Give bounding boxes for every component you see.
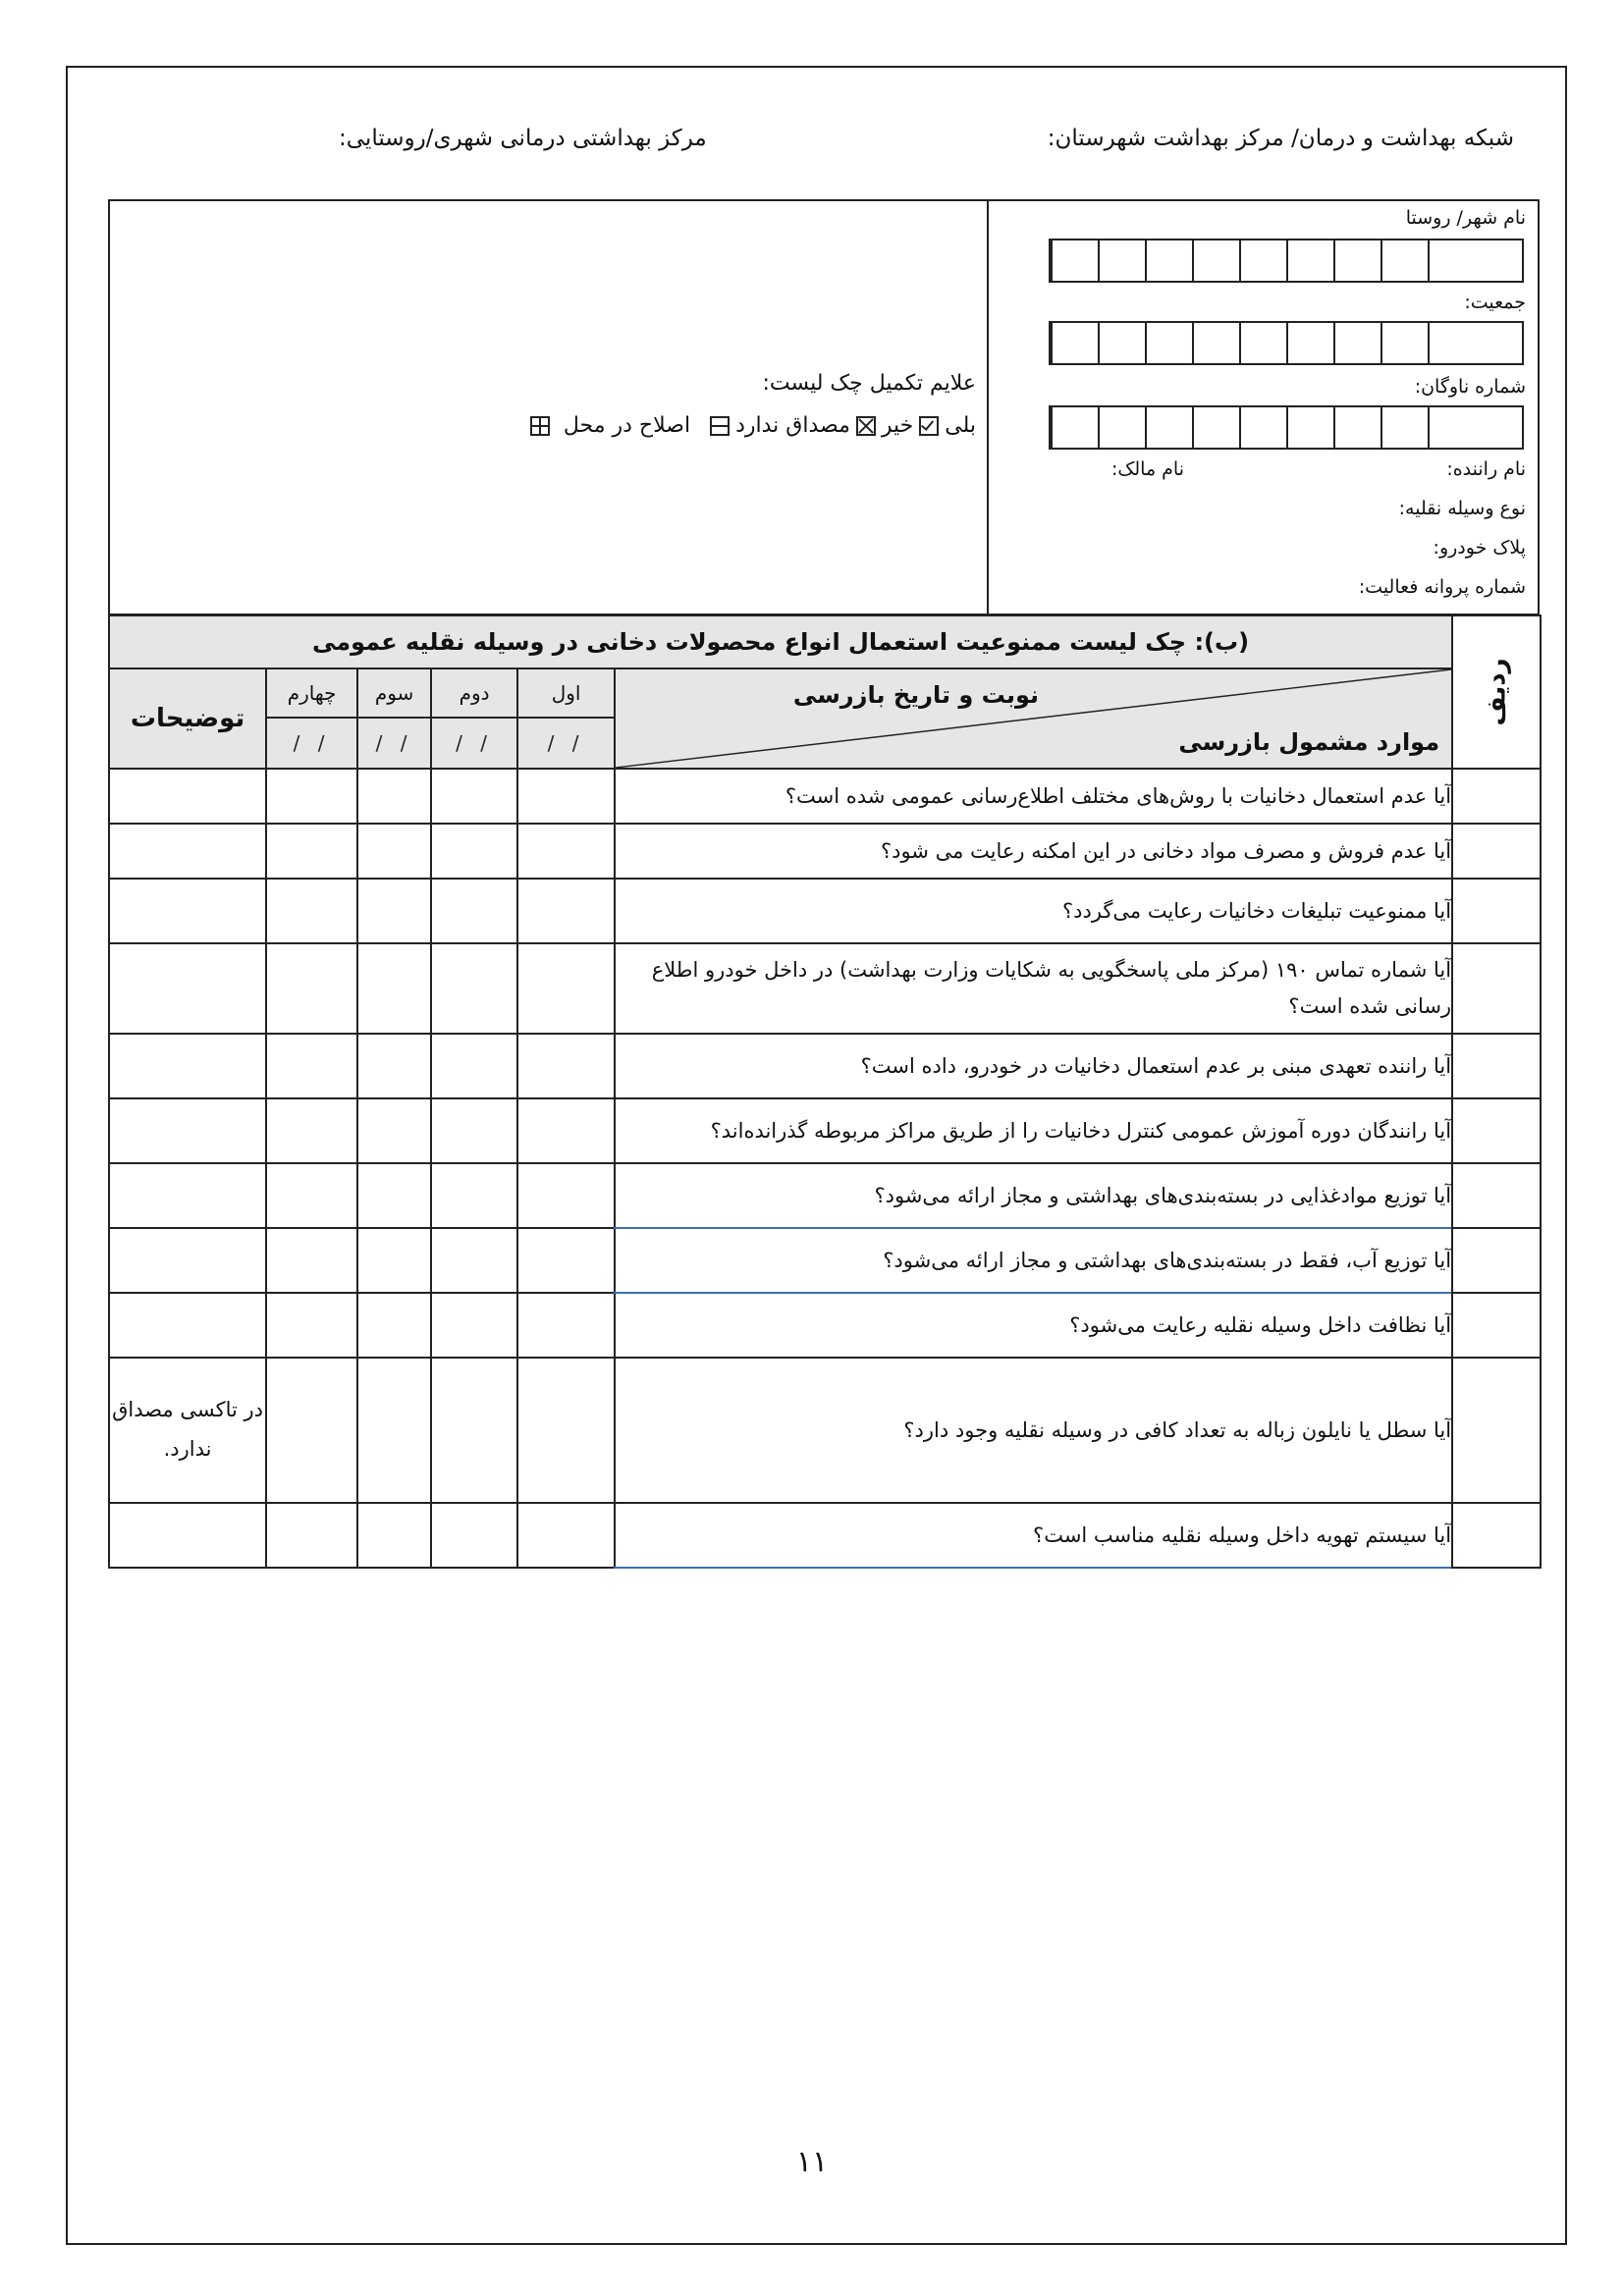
row-number-cell — [1452, 769, 1541, 824]
visit-1-header: اول — [517, 668, 615, 718]
notes-cell[interactable] — [109, 1503, 266, 1568]
notes-cell[interactable] — [109, 824, 266, 879]
visit-1-answer[interactable] — [517, 879, 615, 943]
question-cell: آیا توزیع آب، فقط در بسته‌بندی‌های بهداشتی و مجاز ارائه می‌شود؟ — [615, 1228, 1452, 1293]
question-cell: آیا نظافت داخل وسیله نقلیه رعایت می‌شود؟ — [615, 1293, 1452, 1358]
visit-4-answer[interactable] — [266, 1098, 357, 1163]
visit-4-answer[interactable] — [266, 1358, 357, 1503]
owner-name-label: نام مالک: — [1110, 458, 1184, 480]
table-row — [109, 1503, 1541, 1568]
visit-3-answer[interactable] — [357, 1358, 431, 1503]
health-center-label: مرکز بهداشتی درمانی شهری/روستایی: — [339, 126, 707, 151]
row-number-header: ردیف — [1452, 615, 1541, 769]
table-row — [109, 1293, 1541, 1358]
visit-2-answer[interactable] — [431, 1034, 517, 1098]
visit-3-answer[interactable] — [357, 1228, 431, 1293]
visit-4-answer[interactable] — [266, 1503, 357, 1568]
table-row — [109, 1034, 1541, 1098]
row-number-cell — [1452, 1293, 1541, 1358]
visit-3-answer[interactable] — [357, 1034, 431, 1098]
visit-1-answer[interactable] — [517, 1098, 615, 1163]
visit-1-answer[interactable] — [517, 1293, 615, 1358]
legend-fix: اصلاح در محل — [563, 413, 691, 438]
visit-2-date[interactable]: / / — [431, 718, 517, 769]
visit-2-header: دوم — [431, 668, 517, 718]
city-label: نام شهر/ روستا — [1405, 207, 1526, 229]
row-number-cell — [1452, 824, 1541, 879]
visit-4-answer[interactable] — [266, 943, 357, 1034]
visit-3-answer[interactable] — [357, 1098, 431, 1163]
table-row — [109, 1098, 1541, 1163]
visit-2-answer[interactable] — [431, 1163, 517, 1228]
plus-box-icon — [530, 416, 550, 436]
row-number-cell — [1452, 1034, 1541, 1098]
visit-2-answer[interactable] — [431, 1358, 517, 1503]
visit-2-answer[interactable] — [431, 824, 517, 879]
question-cell: آیا توزیع موادغذایی در بسته‌بندی‌های بهداشتی و مجاز ارائه می‌شود؟ — [615, 1163, 1452, 1228]
legend — [528, 413, 976, 438]
question-cell: آیا سیستم تهویه داخل وسیله نقلیه مناسب است؟ — [615, 1503, 1452, 1568]
row-number-cell — [1452, 1358, 1541, 1503]
table-row — [109, 1358, 1541, 1503]
visit-3-answer[interactable] — [357, 1503, 431, 1568]
question-cell: آیا رانندگان دوره آموزش عمومی کنترل دخانیات را از طریق مراکز مربوطه گذرانده‌اند؟ — [615, 1098, 1452, 1163]
visit-3-header: سوم — [357, 668, 431, 718]
driver-name-label: نام راننده: — [1446, 458, 1526, 480]
checklist-title: (ب): چک لیست ممنوعیت استعمال انواع محصولات دخانی در وسیله نقلیه عمومی — [109, 615, 1452, 668]
visit-2-answer[interactable] — [431, 1098, 517, 1163]
notes-cell[interactable] — [109, 879, 266, 943]
row-number-cell — [1452, 1228, 1541, 1293]
row-number-cell — [1452, 1503, 1541, 1568]
table-row — [109, 879, 1541, 943]
check-icon — [919, 416, 939, 436]
visit-1-answer[interactable] — [517, 943, 615, 1034]
fleet-number-label: شماره ناوگان: — [1414, 376, 1526, 398]
visit-1-answer[interactable] — [517, 1358, 615, 1503]
page-number: ۱۱ — [795, 2145, 829, 2179]
visit-4-date[interactable]: / / — [266, 718, 357, 769]
table-row — [109, 1228, 1541, 1293]
notes-cell[interactable] — [109, 1293, 266, 1358]
visit-4-header: چهارم — [266, 668, 357, 718]
question-cell: آیا عدم استعمال دخانیات با روش‌های مختلف اطلاع‌رسانی عمومی شده است؟ — [615, 769, 1452, 824]
visit-2-answer[interactable] — [431, 1293, 517, 1358]
row-number-cell — [1452, 1098, 1541, 1163]
question-cell: آیا راننده تعهدی مبنی بر عدم استعمال دخانیات در خودرو، داده است؟ — [615, 1034, 1452, 1098]
visit-4-answer[interactable] — [266, 1228, 357, 1293]
visit-4-answer[interactable] — [266, 879, 357, 943]
cross-icon — [856, 416, 876, 436]
visit-3-answer[interactable] — [357, 943, 431, 1034]
plate-label: پلاک خودرو: — [1433, 537, 1526, 559]
health-network-label: شبکه بهداشت و درمان/ مرکز بهداشت شهرستان: — [1047, 126, 1514, 151]
fleet-number-boxes[interactable] — [1049, 405, 1524, 450]
minus-box-icon — [710, 416, 730, 436]
table-row — [109, 824, 1541, 879]
visit-1-answer[interactable] — [517, 1503, 615, 1568]
vehicle-info-section — [108, 199, 1540, 615]
visit-4-answer[interactable] — [266, 1293, 357, 1358]
visit-3-answer[interactable] — [357, 769, 431, 824]
question-cell: آیا سطل یا نایلون زباله به تعداد کافی در وسیله نقلیه وجود دارد؟ — [615, 1358, 1452, 1503]
visit-4-answer[interactable] — [266, 824, 357, 879]
population-label: جمعیت: — [1464, 292, 1526, 313]
city-code-boxes[interactable] — [1049, 239, 1524, 283]
checklist-table — [108, 614, 1542, 1569]
visit-2-answer[interactable] — [431, 769, 517, 824]
visit-4-answer[interactable] — [266, 769, 357, 824]
question-cell: آیا عدم فروش و مصرف مواد دخانی در این امکنه رعایت می شود؟ — [615, 824, 1452, 879]
question-cell: آیا شماره تماس ۱۹۰ (مرکز ملی پاسخگویی به شکایات وزارت بهداشت) در داخل خودرو اطلاع رسانی شده است؟ — [615, 943, 1452, 1034]
row-number-cell — [1452, 1163, 1541, 1228]
legend-yes: بلی — [945, 413, 976, 438]
visit-1-answer[interactable] — [517, 769, 615, 824]
table-row — [109, 943, 1541, 1034]
notes-cell[interactable]: در تاکسی مصداق ندارد. — [109, 1358, 266, 1503]
visit-4-answer[interactable] — [266, 1163, 357, 1228]
notes-header: توضیحات — [109, 668, 266, 769]
question-cell: آیا ممنوعیت تبلیغات دخانیات رعایت می‌گردد؟ — [615, 879, 1452, 943]
notes-cell[interactable] — [109, 1228, 266, 1293]
visit-2-answer[interactable] — [431, 943, 517, 1034]
notes-cell[interactable] — [109, 1034, 266, 1098]
visit-3-answer[interactable] — [357, 1293, 431, 1358]
visit-2-answer[interactable] — [431, 1228, 517, 1293]
visit-3-answer[interactable] — [357, 1163, 431, 1228]
visit-1-date[interactable]: / / — [517, 718, 615, 769]
population-boxes[interactable] — [1049, 321, 1524, 365]
activity-license-label: شماره پروانه فعالیت: — [1358, 576, 1526, 598]
legend-na: مصداق ندارد — [735, 413, 850, 438]
legend-title: علایم تکمیل چک لیست: — [762, 371, 976, 396]
inspection-items-label: موارد مشمول بازرسی — [1178, 728, 1440, 756]
visit-4-answer[interactable] — [266, 1034, 357, 1098]
inspection-turn-label: نوبت و تاریخ بازرسی — [792, 681, 1040, 709]
visit-1-answer[interactable] — [517, 1034, 615, 1098]
visit-3-answer[interactable] — [357, 879, 431, 943]
visit-1-answer[interactable] — [517, 824, 615, 879]
legend-no: خیر — [881, 413, 914, 438]
visit-2-answer[interactable] — [431, 1503, 517, 1568]
visit-2-answer[interactable] — [431, 879, 517, 943]
table-row — [109, 1163, 1541, 1228]
notes-cell[interactable] — [109, 769, 266, 824]
row-number-cell — [1452, 943, 1541, 1034]
visit-3-date[interactable]: / / — [357, 718, 431, 769]
items-header — [615, 668, 1452, 769]
visit-1-answer[interactable] — [517, 1163, 615, 1228]
notes-cell[interactable] — [109, 1163, 266, 1228]
notes-cell[interactable] — [109, 1098, 266, 1163]
table-row — [109, 769, 1541, 824]
vehicle-type-label: نوع وسیله نقلیه: — [1398, 498, 1526, 519]
visit-1-answer[interactable] — [517, 1228, 615, 1293]
info-divider — [987, 201, 989, 614]
visit-3-answer[interactable] — [357, 824, 431, 879]
row-number-cell — [1452, 879, 1541, 943]
notes-cell[interactable] — [109, 943, 266, 1034]
